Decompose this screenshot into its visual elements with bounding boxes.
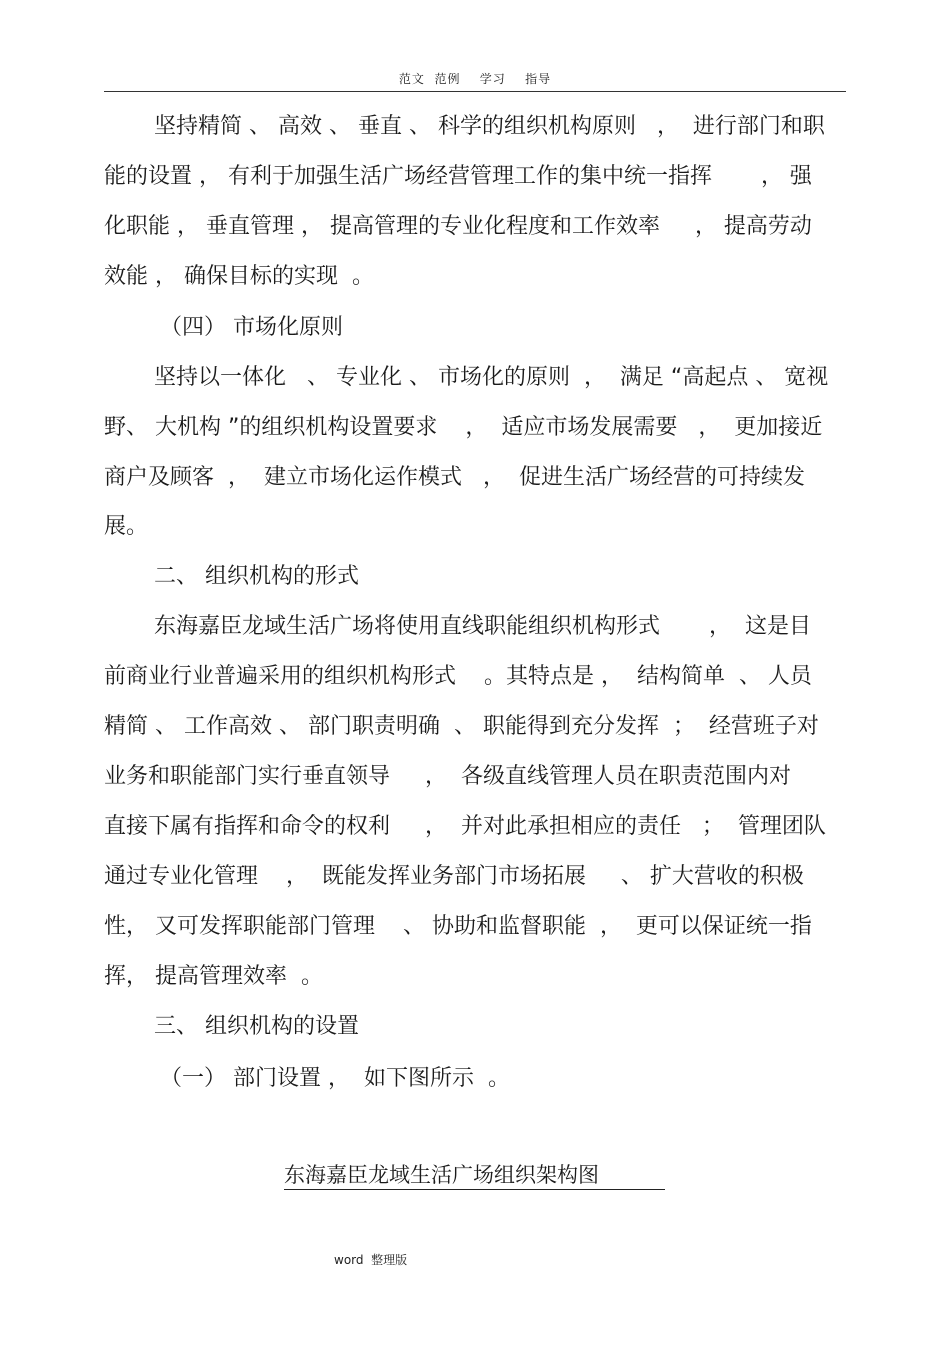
section-heading: 三、 组织机构的设置: [154, 1014, 359, 1039]
paragraph-line: 商户及顾客 ， 建立市场化运作模式 ， 促进生活广场经营的可持续发: [104, 465, 805, 490]
paragraph-line: 挥， 提高管理效率 。: [104, 964, 323, 989]
paragraph-line: 展。: [104, 514, 149, 539]
paragraph-line: 通过专业化管理 ， 既能发挥业务部门市场拓展 、 扩大营收的积极: [104, 864, 804, 889]
paragraph-line: 精简 、 工作高效 、 部门职责明确 、 职能得到充分发挥 ； 经营班子对: [104, 714, 819, 739]
paragraph-line: 能的设置 ， 有利于加强生活广场经营管理工作的集中统一指挥 ， 强: [104, 164, 812, 189]
page-footer: word 整理版: [334, 1253, 408, 1267]
page-header: 范文 范例 学习 指导: [398, 72, 552, 86]
paragraph-line: 坚持精简 、 高效 、 垂直 、 科学的组织机构原则 ， 进行部门和职: [154, 114, 825, 139]
section-heading: 二、 组织机构的形式: [154, 564, 359, 589]
section-heading: （四） 市场化原则: [160, 315, 343, 340]
paragraph-line: 性， 又可发挥职能部门管理 、 协助和监督职能 ， 更可以保证统一指: [104, 914, 812, 939]
paragraph-line: 效能 ， 确保目标的实现 。: [104, 264, 374, 289]
paragraph-line: 东海嘉臣龙域生活广场将使用直线职能组织机构形式 ， 这是目: [154, 614, 811, 639]
section-heading: （一） 部门设置 ， 如下图所示 。: [160, 1066, 510, 1091]
header-divider: [104, 91, 846, 92]
org-chart-title-underline: [284, 1189, 665, 1190]
paragraph-line: 野、 大机构 ”的组织机构设置要求 ， 适应市场发展需要 ， 更加接近: [104, 415, 823, 440]
org-chart-title: 东海嘉臣龙域生活广场组织架构图: [284, 1163, 599, 1187]
paragraph-line: 直接下属有指挥和命令的权利 ， 并对此承担相应的责任 ； 管理团队: [104, 814, 826, 839]
paragraph-line: 业务和职能部门实行垂直领导 ， 各级直线管理人员在职责范围内对: [104, 764, 791, 789]
paragraph-line: 化职能 ， 垂直管理 ， 提高管理的专业化程度和工作效率 ， 提高劳动: [104, 214, 812, 239]
paragraph-line: 前商业行业普遍采用的组织机构形式 。其特点是 ， 结构简单 、 人员: [104, 664, 812, 689]
paragraph-line: 坚持以一体化 、 专业化 、 市场化的原则 ， 满足 “高起点 、 宽视: [154, 365, 829, 390]
